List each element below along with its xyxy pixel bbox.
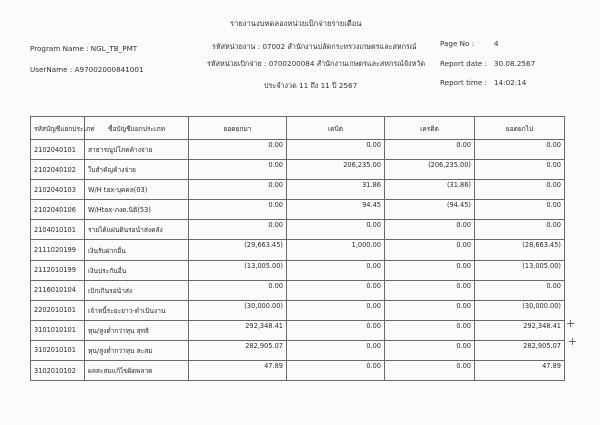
- debit-cell: 0.00: [287, 300, 385, 320]
- account-code-cell: 3101010101: [31, 320, 85, 340]
- handwritten-mark: +: [566, 317, 576, 330]
- account-name-cell: W/Htax-ภงด.นิติ(53): [85, 200, 189, 220]
- account-code-cell: 3102010102: [31, 361, 85, 381]
- table-row: [31, 300, 565, 320]
- account-code-cell: 2104010101: [31, 220, 85, 240]
- account-code-cell: 2102040106: [31, 200, 85, 220]
- credit-cell: 0.00: [385, 300, 475, 320]
- account-name-cell: เจ้าหนี้ระยะยาว-ดำเนินงาน: [85, 300, 189, 320]
- debit-cell: 0.00: [287, 220, 385, 240]
- balance-forward-cell: (13,005.00): [189, 260, 287, 280]
- table-row: [31, 240, 565, 260]
- credit-cell: 0.00: [385, 340, 475, 360]
- table-row: [31, 160, 565, 180]
- debit-cell: 0.00: [287, 320, 385, 340]
- balance-carried-cell: 47.89: [475, 361, 565, 381]
- table-row: [31, 361, 565, 381]
- column-header: รหัสบัญชีแยกประเภท: [31, 117, 85, 140]
- username: UserName : A97002000841001: [30, 65, 144, 74]
- report-date: 30.08.2567: [494, 59, 536, 68]
- report-period: ประจำงวด 11 ถึง 11 ปี 2567: [264, 81, 358, 90]
- account-name-cell: ทุน/สูงต่ำกว่าทุน สะสม: [85, 340, 189, 360]
- account-code-cell: 2111020199: [31, 240, 85, 260]
- debit-cell: 1,000.00: [287, 240, 385, 260]
- page-label: Page No :: [440, 39, 475, 48]
- balance-carried-cell: 0.00: [475, 280, 565, 300]
- account-name-cell: สาธารณูปโภคค้างจ่าย: [85, 140, 189, 160]
- balance-carried-cell: 0.00: [475, 160, 565, 180]
- account-name-cell: ใบสำคัญค้างจ่าย: [85, 160, 189, 180]
- balance-forward-cell: (30,000.00): [189, 300, 287, 320]
- account-code-cell: 2112010199: [31, 260, 85, 280]
- table-row: [31, 200, 565, 220]
- debit-cell: 0.00: [287, 140, 385, 160]
- balance-carried-cell: 282,905.07: [475, 340, 565, 360]
- debit-cell: 206,235.00: [287, 160, 385, 180]
- account-name-cell: ผลสะสมแก้ไขผิดพลาด: [85, 361, 189, 381]
- page-number: 4: [494, 39, 499, 48]
- balance-forward-cell: 0.00: [189, 280, 287, 300]
- account-name-cell: รายได้แผ่นดินรอนำส่งคลัง: [85, 220, 189, 240]
- column-header: ยอดยกไป: [475, 117, 565, 140]
- balance-forward-cell: 0.00: [189, 220, 287, 240]
- column-header: เครดิต: [385, 117, 475, 140]
- report-date-label: Report date :: [440, 59, 488, 68]
- account-name-cell: W/H tax-บุคคล(03): [85, 180, 189, 200]
- credit-cell: 0.00: [385, 220, 475, 240]
- credit-cell: (206,235.00): [385, 160, 475, 180]
- credit-cell: 0.00: [385, 240, 475, 260]
- balance-carried-cell: 0.00: [475, 180, 565, 200]
- account-name-cell: ทุน/สูงต่ำกว่าทุน สุทธิ: [85, 320, 189, 340]
- table-row: [31, 180, 565, 200]
- debit-cell: 0.00: [287, 280, 385, 300]
- balance-carried-cell: 0.00: [475, 200, 565, 220]
- trial-balance-table: [30, 116, 565, 381]
- account-code-cell: 2102040101: [31, 140, 85, 160]
- balance-carried-cell: (13,005.00): [475, 260, 565, 280]
- account-code-cell: 2116010104: [31, 280, 85, 300]
- credit-cell: (31.86): [385, 180, 475, 200]
- debit-cell: 94.45: [287, 200, 385, 220]
- balance-forward-cell: 0.00: [189, 200, 287, 220]
- balance-forward-cell: 0.00: [189, 160, 287, 180]
- credit-cell: 0.00: [385, 320, 475, 340]
- account-code-cell: 3102010101: [31, 340, 85, 360]
- account-name-cell: เงินประกันอื่น: [85, 260, 189, 280]
- table-header-row: [31, 117, 565, 140]
- handwritten-mark: +: [568, 335, 578, 348]
- table-row: [31, 260, 565, 280]
- debit-cell: 0.00: [287, 361, 385, 381]
- report-time: 14:02:14: [494, 78, 527, 87]
- credit-cell: (94.45): [385, 200, 475, 220]
- account-code-cell: 2102040103: [31, 180, 85, 200]
- unit-code: รหัสหน่วยงาน : 07002 สำนักงานปลัดกระทรวงเกษตรและสหกรณ์: [212, 42, 417, 51]
- credit-cell: 0.00: [385, 260, 475, 280]
- table-row: [31, 220, 565, 240]
- credit-cell: 0.00: [385, 140, 475, 160]
- balance-forward-cell: 282,905.07: [189, 340, 287, 360]
- debit-cell: 31.86: [287, 180, 385, 200]
- report-time-label: Report time :: [440, 78, 488, 87]
- balance-carried-cell: 0.00: [475, 140, 565, 160]
- balance-forward-cell: 0.00: [189, 140, 287, 160]
- balance-carried-cell: (30,000.00): [475, 300, 565, 320]
- account-name-cell: เบิกเกินรอนำส่ง: [85, 280, 189, 300]
- balance-carried-cell: 292,348.41: [475, 320, 565, 340]
- balance-carried-cell: (28,663.45): [475, 240, 565, 260]
- column-header: ชื่อบัญชีแยกประเภท: [85, 117, 189, 140]
- credit-cell: 0.00: [385, 280, 475, 300]
- credit-cell: 0.00: [385, 361, 475, 381]
- table-row: [31, 280, 565, 300]
- account-name-cell: เงินรับฝากอื่น: [85, 240, 189, 260]
- column-header: ยอดยกมา: [189, 117, 287, 140]
- table-row: [31, 140, 565, 160]
- balance-carried-cell: 0.00: [475, 220, 565, 240]
- disbursement-unit-code: รหัสหน่วยเบิกจ่าย : 0700200084 สำนักงานเกษตรและสหกรณ์จังหวัด: [207, 59, 426, 68]
- debit-cell: 0.00: [287, 260, 385, 280]
- program-name: Program Name : NGL_TB_PMT: [30, 44, 138, 53]
- balance-forward-cell: 47.89: [189, 361, 287, 381]
- balance-forward-cell: 292,348.41: [189, 320, 287, 340]
- balance-forward-cell: (29,663.45): [189, 240, 287, 260]
- debit-cell: 0.00: [287, 340, 385, 360]
- account-code-cell: 2202010101: [31, 300, 85, 320]
- column-header: เดบิต: [287, 117, 385, 140]
- balance-forward-cell: 0.00: [189, 180, 287, 200]
- report-title: รายงานงบทดลองหน่วยเบิกจ่ายรายเดือน: [230, 19, 362, 28]
- account-code-cell: 2102040102: [31, 160, 85, 180]
- table-row: [31, 320, 565, 340]
- table-row: [31, 340, 565, 360]
